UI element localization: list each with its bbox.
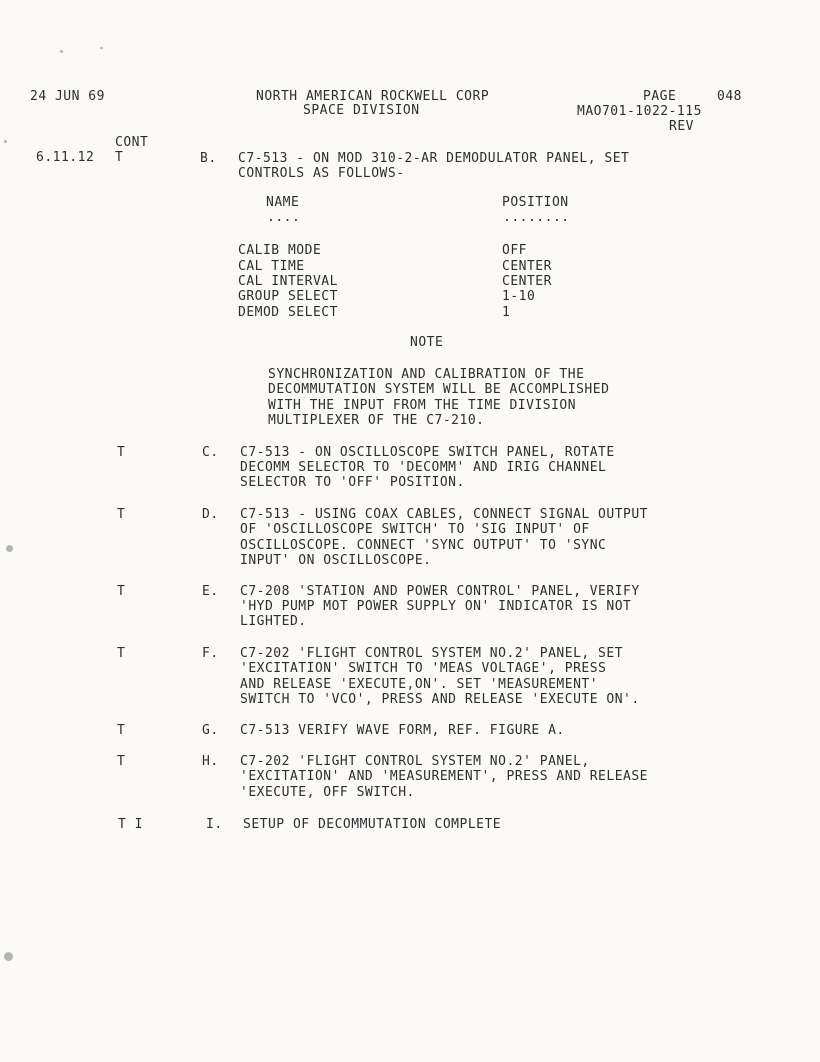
step-line: 'EXCITATION' SWITCH TO 'MEAS VOLTAGE', PRESS [240,661,607,676]
cont-label: CONT [115,135,149,150]
step-line: OF 'OSCILLOSCOPE SWITCH' TO 'SIG INPUT' OF [240,522,590,537]
step-line: AND RELEASE 'EXECUTE,ON'. SET 'MEASUREMENT' [240,677,599,692]
step-line: DECOMM SELECTOR TO 'DECOMM' AND IRIG CHANNEL [240,460,607,475]
column-header-position: POSITION [502,195,569,210]
step-line: C7-202 'FLIGHT CONTROL SYSTEM NO.2' PANEL, SET [240,646,624,661]
step-line: LIGHTED. [240,614,307,629]
step-line: 'EXECUTE, OFF SWITCH. [240,785,415,800]
table-row-name: DEMOD SELECT [238,305,338,320]
table-row-name: GROUP SELECT [238,289,338,304]
document-date: 24 JUN 69 [30,89,105,104]
table-row-position: 1 [502,305,511,320]
section-number: 6.11.12 [36,150,95,165]
step-b-line-1: C7-513 - ON MOD 310-2-AR DEMODULATOR PANEL, SET [238,151,630,166]
step-letter: F. [202,646,219,661]
step-code: T [117,723,126,738]
step-line: SETUP OF DECOMMUTATION COMPLETE [243,817,502,832]
step-line: C7-513 - ON OSCILLOSCOPE SWITCH PANEL, ROTATE [240,445,615,460]
table-row-position: CENTER [502,259,552,274]
step-code: T I [118,817,143,832]
step-code: T [117,445,126,460]
step-line: C7-208 'STATION AND POWER CONTROL' PANEL, VERIFY [240,584,640,599]
step-code: T [117,754,126,769]
note-line: MULTIPLEXER OF THE C7-210. [268,413,485,428]
step-letter: G. [202,723,219,738]
step-letter: D. [202,507,219,522]
division-name: SPACE DIVISION [303,103,420,118]
step-line: OSCILLOSCOPE. CONNECT 'SYNC OUTPUT' TO 'SYNC [240,538,607,553]
section-code: T [115,150,124,165]
step-code: T [117,584,126,599]
step-letter: I. [206,817,223,832]
table-row-name: CAL TIME [238,259,305,274]
paper-speck [4,952,13,961]
step-letter: E. [202,584,219,599]
note-line: SYNCHRONIZATION AND CALIBRATION OF THE [268,367,585,382]
step-code: T [117,507,126,522]
column-header-name: NAME [266,195,300,210]
company-name: NORTH AMERICAN ROCKWELL CORP [256,89,490,104]
step-b-letter: B. [200,151,217,166]
paper-speck [4,140,7,143]
step-line: 'EXCITATION' AND 'MEASUREMENT', PRESS AND RELEASE [240,769,649,784]
table-row-name: CAL INTERVAL [238,274,338,289]
table-row-position: 1-10 [502,289,536,304]
step-letter: C. [202,445,219,460]
paper-speck [100,47,103,49]
step-line: C7-513 - USING COAX CABLES, CONNECT SIGNAL OUTPUT [240,507,649,522]
step-line: SWITCH TO 'VCO', PRESS AND RELEASE 'EXECUTE ON'. [240,692,640,707]
step-line: C7-513 VERIFY WAVE FORM, REF. FIGURE A. [240,723,565,738]
page-number: 048 [717,89,742,104]
step-code: T [117,646,126,661]
table-row-position: OFF [502,243,527,258]
step-letter: H. [202,754,219,769]
column-header-position-rule: ........ [503,210,570,225]
table-row-name: CALIB MODE [238,243,322,258]
document-number: MAO701-1022-115 [577,104,702,119]
step-line: INPUT' ON OSCILLOSCOPE. [240,553,432,568]
rev-label: REV [669,119,694,134]
step-b-line-2: CONTROLS AS FOLLOWS- [238,166,405,181]
step-line: 'HYD PUMP MOT POWER SUPPLY ON' INDICATOR IS NOT [240,599,632,614]
step-line: C7-202 'FLIGHT CONTROL SYSTEM NO.2' PANEL, [240,754,590,769]
table-row-position: CENTER [502,274,552,289]
note-title: NOTE [410,335,444,350]
page-label: PAGE [643,89,677,104]
note-line: WITH THE INPUT FROM THE TIME DIVISION [268,398,577,413]
column-header-name-rule: .... [267,210,301,225]
step-line: SELECTOR TO 'OFF' POSITION. [240,475,465,490]
paper-speck [60,50,63,53]
paper-speck [6,545,13,552]
note-line: DECOMMUTATION SYSTEM WILL BE ACCOMPLISHED [268,382,610,397]
